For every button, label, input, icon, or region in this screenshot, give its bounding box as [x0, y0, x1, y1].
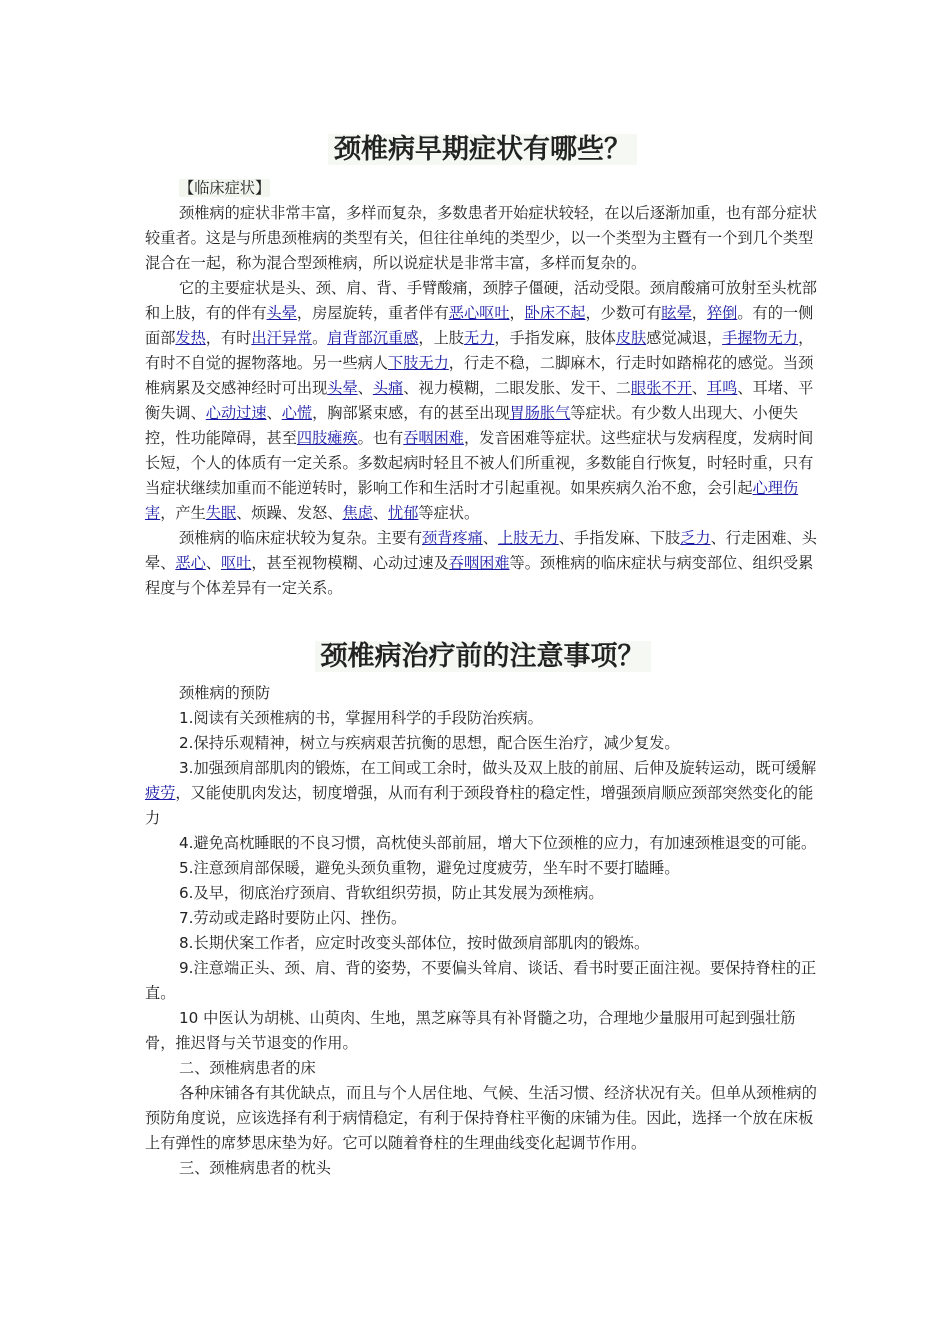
term-link[interactable]: 下肢无力 — [388, 354, 449, 372]
term-link[interactable]: 胃肠胀气 — [509, 404, 571, 422]
prevention-item-number: 1. — [179, 709, 194, 727]
term-link[interactable]: 猝倒 — [706, 304, 738, 322]
term-link[interactable]: 焦虑 — [342, 504, 373, 522]
clinical-symptoms-label: 【临床症状】 — [179, 179, 271, 197]
prevention-item-number: 8. — [179, 934, 194, 952]
prevention-item: 3.加强颈肩部肌肉的锻炼，在工间或工余时，做头及双上肢的前屈、后伸及旋转运动，既可缓解疲劳，又能使肌肉发达，韧度增强，从而有利于颈段脊柱的稳定性，增强颈肩顺应颈部突然变化的能力 — [145, 759, 817, 827]
term-link[interactable]: 四肢瘫痪 — [296, 429, 358, 447]
section1-paragraph-2: 它的主要症状是头、颈、肩、背、手臂酸痛，颈脖子僵硬，活动受限。颈肩酸痛可放射至头枕部和上肢，有的伴有头晕，房屋旋转，重者伴有恶心呕吐，卧床不起，少数可有眩晕，猝倒。有的一侧面部发热，有时出汗异常。肩背部沉重感，上肢无力，手指发麻，肢体皮肤感觉减退，手握物无力，有时不自觉的握物落地。另一些病人下肢无力，行走不稳，二脚麻木，行走时如踏棉花的感觉。当颈椎病累及交感神经时可出现头晕、头痛、视力模糊，二眼发胀、发干、二眼张不开、耳鸣、耳堵、平衡失调、心动过速、心慌，胸部紧束感，有的甚至出现胃肠胀气等症状。有少数人出现大、小便失控，性功能障碍，甚至四肢瘫痪。也有吞咽困难，发音困难等症状。这些症状与发病程度，发病时间长短，个人的体质有一定关系。多数起病时轻且不被人们所重视，多数能自行恢复，时轻时重，只有当症状继续加重而不能逆转时，影响工作和生活时才引起重视。如果疾病久治不愈，会引起心理伤害，产生失眠、烦躁、发怒、焦虑、忧郁等症状。 — [145, 279, 817, 522]
prevention-item: 7.劳动或走路时要防止闪、挫伤。 — [179, 909, 407, 927]
prevention-item-number: 4. — [179, 834, 194, 852]
term-link[interactable]: 上肢无力 — [497, 529, 559, 547]
term-link[interactable]: 失眠 — [205, 504, 237, 522]
term-link[interactable]: 出汗异常 — [251, 329, 313, 347]
prevention-intro: 颈椎病的预防 — [179, 684, 271, 702]
term-link[interactable]: 手握物无力 — [722, 329, 799, 347]
term-link[interactable]: 卧床不起 — [524, 304, 586, 322]
term-link[interactable]: 头痛 — [372, 379, 404, 397]
prevention-item: 9.注意端正头、颈、肩、背的姿势，不要偏头耸肩、谈话、看书时要正面注视。要保持脊柱的正直。 — [145, 959, 817, 1002]
term-link[interactable]: 乏力 — [680, 529, 711, 547]
term-link[interactable]: 头晕 — [266, 304, 297, 322]
term-link[interactable]: 心理伤害 — [145, 479, 799, 522]
prevention-item-number: 2. — [179, 734, 194, 752]
prevention-item: 2.保持乐观精神，树立与疾病艰苦抗衡的思想，配合医生治疗，减少复发。 — [179, 734, 680, 752]
prevention-item: 1.阅读有关颈椎病的书，掌握用科学的手段防治疾病。 — [179, 709, 543, 727]
term-link[interactable]: 头晕 — [327, 379, 358, 397]
term-link[interactable]: 心动过速 — [205, 404, 267, 422]
term-link[interactable]: 恶心呕吐 — [448, 304, 510, 322]
term-link[interactable]: 颈背疼痛 — [422, 529, 483, 547]
section1-paragraph-1: 颈椎病的症状非常丰富，多样而复杂，多数患者开始症状较轻，在以后逐渐加重，也有部分症状较重者。这是与所患颈椎病的类型有关，但往往单纯的类型少，以一个类型为主暨有一个到几个类型混合在一起，称为混合型颈椎病，所以说症状是非常丰富，多样而复杂的。 — [145, 204, 817, 272]
prevention-item-number: 6. — [179, 884, 194, 902]
term-link[interactable]: 恶心 — [175, 554, 206, 572]
section2-title: 颈椎病治疗前的注意事项？ — [145, 635, 820, 679]
term-link[interactable]: 疲劳 — [145, 784, 176, 802]
prevention-item-number: 9. — [179, 959, 194, 977]
term-link[interactable]: 无力 — [463, 329, 495, 347]
term-link[interactable]: 眼张不开 — [631, 379, 692, 397]
prevention-item-number: 3. — [179, 759, 194, 777]
section1-title: 颈椎病早期症状有哪些？ — [145, 128, 820, 172]
term-link[interactable]: 吞咽困难 — [448, 554, 510, 572]
document-body — [145, 128, 820, 1181]
term-link[interactable]: 皮肤 — [615, 329, 647, 347]
term-link[interactable]: 忧郁 — [388, 504, 419, 522]
pillow-subtitle: 三、颈椎病患者的枕头 — [179, 1159, 331, 1177]
bed-paragraph: 各种床铺各有其优缺点，而且与个人居住地、气候、生活习惯、经济状况有关。但单从颈椎病的预防角度说，应该选择有利于病情稳定，有利于保持脊柱平衡的床铺为佳。因此，选择一个放在床板上有弹性的席梦思床垫为好。它可以随着脊柱的生理曲线变化起调节作用。 — [145, 1084, 817, 1152]
term-link[interactable]: 呕吐 — [220, 554, 252, 572]
bed-subtitle: 二、颈椎病患者的床 — [179, 1059, 316, 1077]
term-link[interactable]: 眩晕 — [661, 304, 692, 322]
prevention-item-number: 5. — [179, 859, 194, 877]
prevention-item: 10 中医认为胡桃、山萸肉、生地，黑芝麻等具有补肾髓之功，合理地少量服用可起到强壮筋骨，推迟肾与关节退变的作用。 — [145, 1009, 796, 1052]
term-link[interactable]: 发热 — [175, 329, 206, 347]
prevention-item: 8.长期伏案工作者，应定时改变头部体位，按时做颈肩部肌肉的锻炼。 — [179, 934, 650, 952]
prevention-item-number: 10 — [179, 1009, 204, 1027]
prevention-item: 4.避免高枕睡眠的不良习惯，高枕使头部前屈，增大下位颈椎的应力，有加速颈椎退变的可能。 — [179, 834, 817, 852]
term-link[interactable]: 耳鸣 — [706, 379, 738, 397]
prevention-item-number: 7. — [179, 909, 194, 927]
term-link[interactable]: 肩背部沉重感 — [327, 329, 419, 347]
term-link[interactable]: 心慌 — [281, 404, 313, 422]
section1-paragraph-3: 颈椎病的临床症状较为复杂。主要有颈背疼痛、上肢无力、手指发麻、下肢乏力、行走困难、头晕、恶心、呕吐，甚至视物模糊、心动过速及吞咽困难等。颈椎病的临床症状与病变部位、组织受累程度与个体差异有一定关系。 — [145, 529, 817, 597]
term-link[interactable]: 吞咽困难 — [403, 429, 464, 447]
prevention-item: 5.注意颈肩部保暖，避免头颈负重物，避免过度疲劳，坐车时不要打瞌睡。 — [179, 859, 680, 877]
prevention-item: 6.及早，彻底治疗颈肩、背软组织劳损，防止其发展为颈椎病。 — [179, 884, 604, 902]
prevention-list — [145, 706, 820, 1056]
